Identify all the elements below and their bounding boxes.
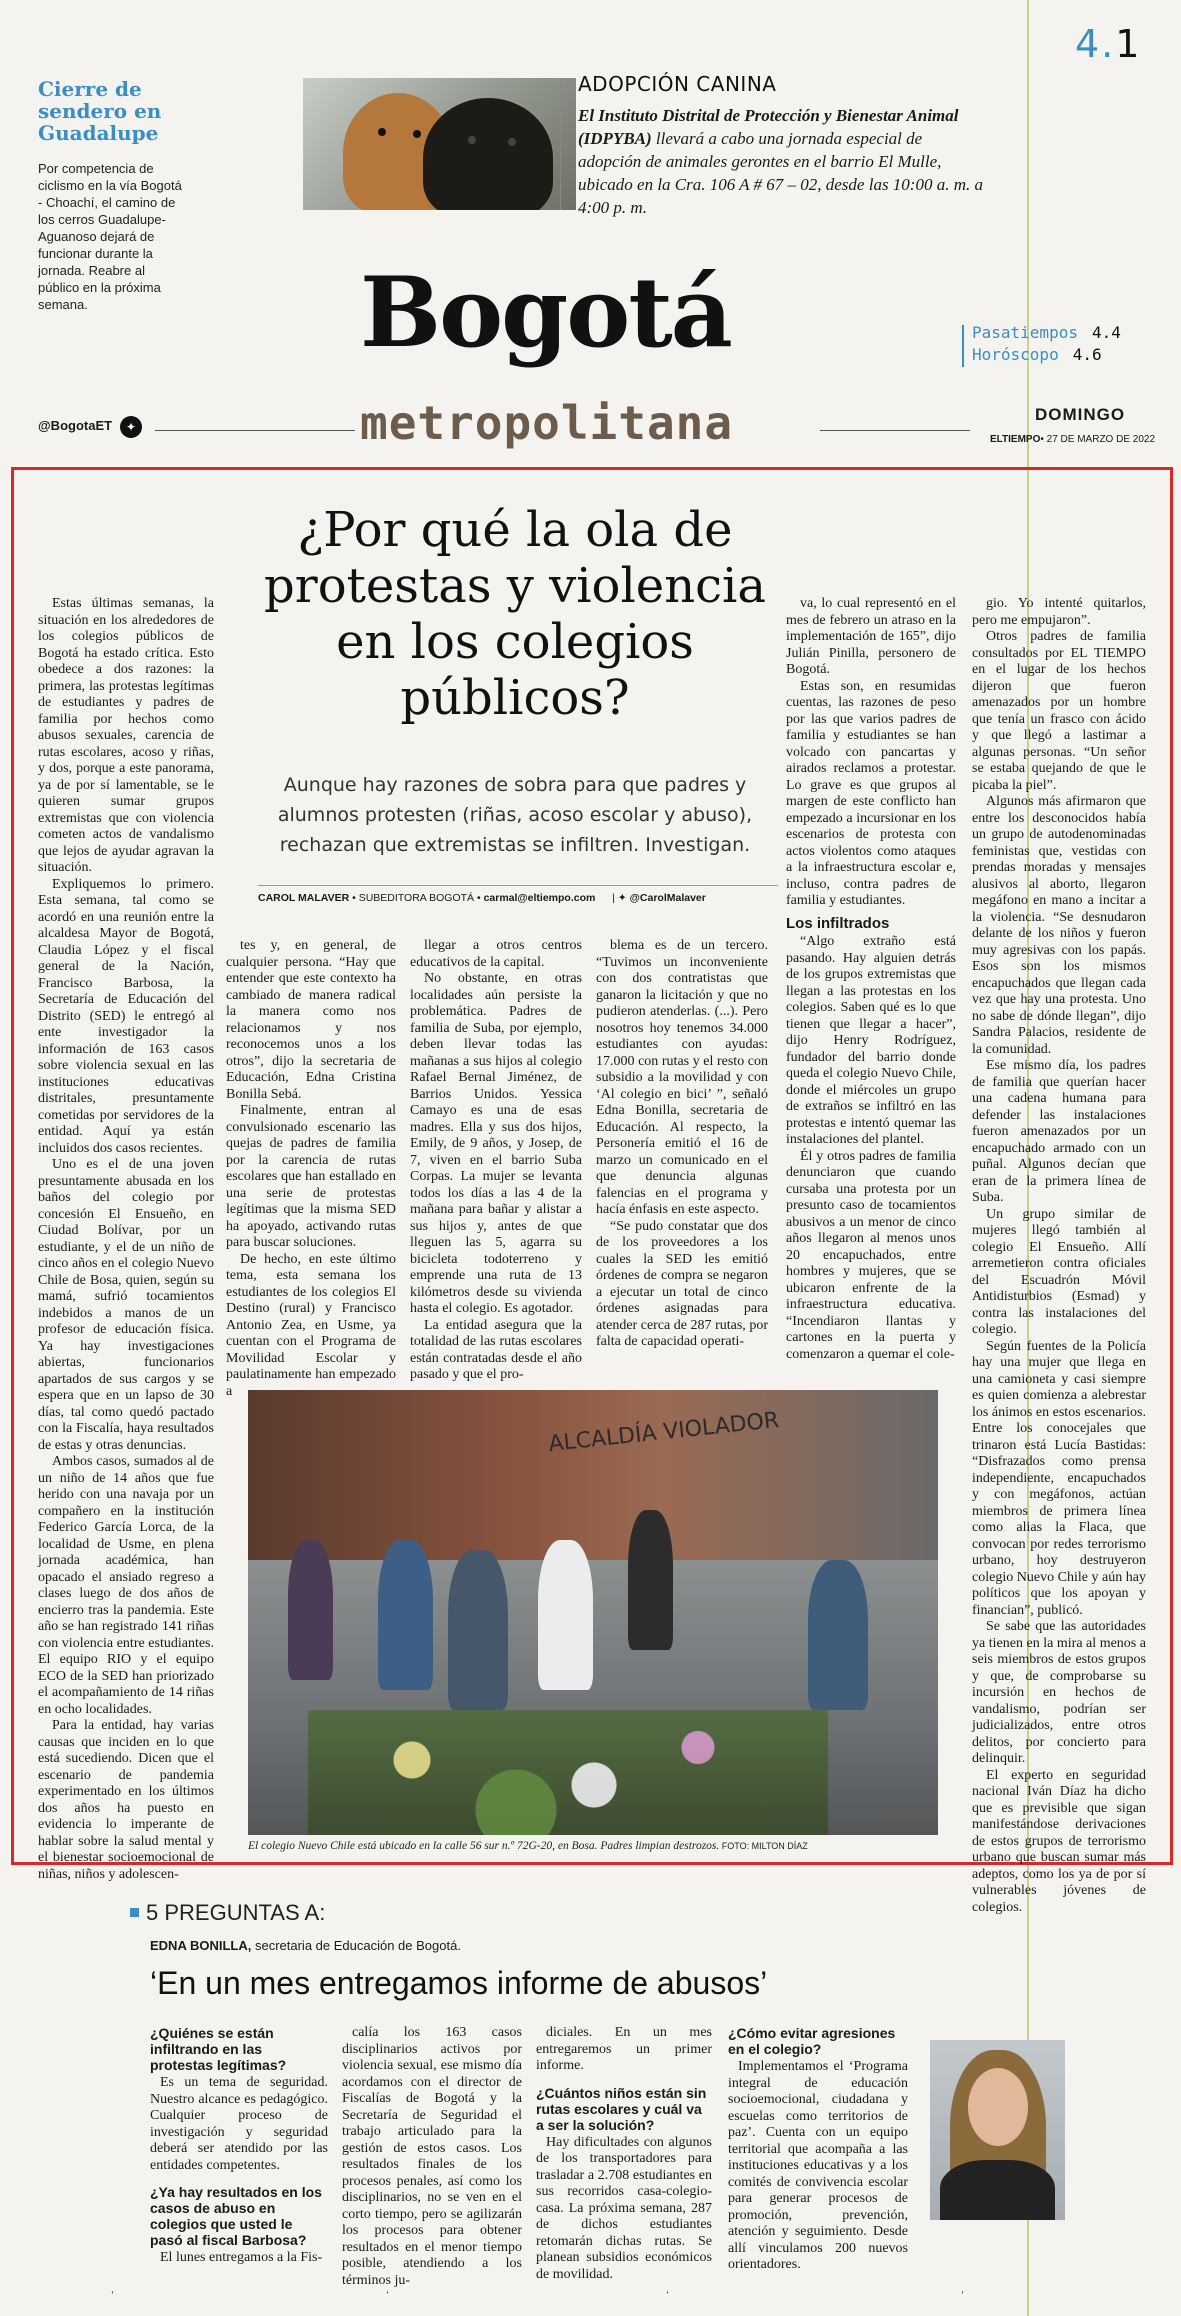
interview-name: EDNA BONILLA, secretaria de Educación de Bogotá.: [150, 1938, 461, 1953]
index-bar: [962, 325, 964, 367]
crop-mark: ˈ: [960, 2290, 965, 2305]
dogs-photo: [303, 78, 576, 210]
twitter-handle[interactable]: @BogotaET: [38, 418, 113, 433]
divider: [560, 78, 561, 210]
article-column-2: tes y, en general, de cualquier persona. “Hay que entender que este contexto ha cambiado de manera radical la manera como nos relacionamos y nos reconocemos unos a los otros”, dijo la secretaria de Educación, Edna Cristina Bonilla Sebá. Finalmente, entran al convulsionado escenario las quejas de padres de familia por la carencia de rutas escolares que han estallado en una serie de protestas legítimas que la misma SED ha apoyado, activando rutas para buscar soluciones. De hecho, en este último tema, esta semana los estudiantes de los colegios El Destino (rural) y Francisco Antonio Zea, en Usme, ya cuentan con el Programa de Movilidad Escolar y paulatinamente han empezado a: [226, 938, 396, 1399]
crop-mark: ˈ: [665, 2290, 670, 2305]
sidebar-text: Por competencia de ciclismo en la vía Bogotá - Choachí, el camino de los cerros Guadalupe-Aguanoso dejará de funcionar durante la jornada. Reabre al público en la próxima semana.: [38, 161, 182, 312]
weekday: DOMINGO: [1035, 405, 1126, 424]
interview-column-1: ¿Quiénes se están infiltrando en las protestas legítimas? Es un tema de seguridad. Nuestro alcance es pedagógico. Cualquier proceso de investigación y seguridad deberá ser atendido por las entidades competentes. ¿Ya hay resultados en los casos de abuso en colegios que usted le pasó al fiscal Barbosa? El lunes entregamos a la Fis-: [150, 2025, 328, 2265]
adoption-text: El Instituto Distrital de Protección y Bienestar Animal (IDPYBA) llevará a cabo una jornada especial de adopción de animales gerontes en el barrio El Mulle, ubicado en la Cra. 106 A # 67 – 02, desde las 10:00 a. m. a 4:00 p. m.: [578, 106, 983, 217]
crop-mark: ˈ: [385, 2290, 390, 2305]
index-item-horoscopo[interactable]: Horóscopo 4.6: [972, 345, 1102, 364]
masthead-title: Bogotá: [360, 256, 731, 369]
crop-mark: ˈ: [110, 2290, 115, 2305]
sidebar-title: Cierre de sendero en Guadalupe: [38, 77, 162, 145]
dateline: ELTIEMPO• 27 DE MARZO DE 2022: [990, 434, 1156, 445]
twitter-icon: ✦: [120, 416, 142, 438]
adoption-title: ADOPCIÓN CANINA: [578, 72, 777, 96]
interview-headline: ‘En un mes entregamos informe de abusos’: [150, 1965, 768, 2001]
subhead-infiltrados: Los infiltrados: [786, 914, 890, 932]
byline: CAROL MALAVER • SUBEDITORA BOGOTÁ • carmal@eltiempo.com | ✦ @CarolMalaver: [258, 885, 778, 904]
index-item-pasatiempos[interactable]: Pasatiempos 4.4: [972, 323, 1121, 342]
interview-column-3: diciales. En un mes entregaremos un primer informe. ¿Cuántos niños están sin rutas escolares y cuál va a ser la solución? Hay dificultades con algunos de los transportadores para trasladar a 2.708 estudiantes en sus recorridos casa-colegio-casa. La próxima semana, 287 de dichos estudiantes retomarán dichas rutas. Se planean subsidios económicos de movilidad.: [536, 2025, 712, 2282]
article-column-5: va, lo cual representó en el mes de febrero un atraso en la implementación de 165”, dijo Julián Pinilla, personero de Bogotá. Estas son, en resumidas cuentas, las razones de peso por las que varios padres de familia y estudiantes se han volcado con pancartas y airados reclamos a protestar. Lo grave es que grupos al margen de este conflicto han empezado a incursionar en los escenarios de protesta con actos violentos como ataques a la infraestructura escolar e, incluso, contra padres de familia y estudiantes. Los infiltrados “Algo extraño está pasando. Hay alguien detrás de los grupos extremistas que llegan a las protestas en los colegios. Saben qué es lo que tienen que llegar a hacer”, dijo Henry Rodríguez, fundador del barrio donde queda el colegio Nuevo Chile, donde el miércoles un grupo de extraños se infiltró en las protestas e intentó quemar las instalaciones del plantel. Él y otros padres de familia denunciaron que cuando cursaba una protesta por un presunto caso de tocamientos abusivos a un menor de cinco años llegaron al menos unos 20 encapuchados, entre hombres y mujeres, que se ubicaron enfrente de la infraestructura educativa. “Incendiaron llantas y cartones en la puerta y comenzaron a quemar el cole-: [786, 596, 956, 1362]
article-headline: ¿Por qué la ola de protestas y violencia en los colegios públicos?: [264, 502, 766, 726]
article-column-4: blema es de un tercero. “Tuvimos un inconveniente con dos contratistas que ganaron la licitación y que no pudieron atenderlas. (...). Pero nosotros hoy tenemos 34.000 estudiantes con ayudas: 17.000 con rutas y el resto con subsidio a la movilidad y con ‘Al colegio en bici’ ”, señaló Edna Bonilla, secretaria de Educación. Al respecto, la Personería emitió el 16 de marzo un comunicado en el que denuncia algunas falencias en el programa y hacía énfasis en este aspecto. “Se pudo constatar que dos de los proveedores a los cuales la SED les emitió órdenes de compra se negaron a ejecutar un total de cinco órdenes asignadas para atender cerca de 287 rutas, por falta de capacidad operati-: [596, 938, 768, 1349]
article-deck: Aunque hay razones de sobra para que padres y alumnos protesten (riñas, acoso escolar y abuso), rechazan que extremistas se infiltren. Investigan.: [277, 774, 753, 856]
twitter-icon: ✦: [617, 892, 627, 904]
article-column-6: gio. Yo intenté quitarlos, pero me empujaron”. Otros padres de familia consultados por EL TIEMPO en el lugar de los hechos dijeron que fueron amenazados por un hombre que tenía un frasco con ácido y que llegó a lastimar a algunas personas. “Un señor se estaba quejando de que le picaba la piel”. Algunos más afirmaron que entre los desconocidos había un grupo de autodenominadas feministas que, vestidas con prendas moradas y mensajes alusivos al aborto, llegaron megáfono en mano a incitar a la violencia. “Se desnudaron delante de los niños y fueron muy agresivas con los papás. Esos son los mismos encapuchados que llegan cada vez que hay una protesta. Uno no sabe de dónde llegan”, dijo Sandra Palacios, residente de la comunidad. Ese mismo día, los padres de familia que querían hacer una cadena humana para defender las instalaciones fueron amenazados por un encapuchado armado con un puñal. Algunos decían que eran de la primera línea de Suba. Un grupo similar de mujeres llegó también al colegio El Ensueño. Allí arremetieron contra oficiales del Escuadrón Móvil Antidisturbios (Esmad) y contra las instalaciones del colegio. Según fuentes de la Policía hay una mujer que llega en una camioneta y casi siempre es quien comienza a alebrestar los ánimos en estos escenarios. Entre los conocejales que trinaron está Lucía Bastidas: “Disfrazados como prensa independiente, encapuchados y con megáfonos, actúan miembros de primera línea como alias la Flaca, que convocan por redes terrorismo urbano, hoy destruyeron colegio Nuevo Chile y aún hay políticos que los apoyan y financian”, publicó. Se sabe que las autoridades ya tienen en la mira al menos a seis miembros de estos grupos y que, de comprobarse su incursión en hechos de vandalismo, podrían ser judicializados, entre otros delitos, por concierto para delinquir. El experto en seguridad nacional Iván Díaz ha dicho que es previsible que sigan manifestándose derivaciones de estos grupos de terrorismo urbano que buscan sumar más adeptos, como los ya de por sí vulnerables jóvenes de colegios.: [972, 596, 1146, 1915]
kicker-square: [130, 1908, 139, 1917]
protest-photo: [248, 1390, 938, 1835]
article-column-1: Estas últimas semanas, la situación en los alrededores de los colegios públicos de Bogotá ha estado crítica. Esto obedece a dos razones: la primera, las protestas legítimas de estudiantes y padres de familia por hechos como abusos sexuales, carencia de rutas escolares, acoso y riñas, y dos, porque a este panorama, ya de por sí lamentable, se le quieren sumar grupos extremistas que con violencia cometen actos de vandalismo que lejos de ayudar agravan la situación. Expliquemos lo primero. Esta semana, tal como se acordó en una reunión entre la alcaldesa Mayor de Bogotá, Claudia López y el fiscal general de la Nación, Francisco Barbosa, la Secretaría de Educación del Distrito (SED) le entregó al ente investigador la información de 163 casos sobre violencia sexual en las instituciones educativas distritales, presuntamente cometidas por servidores de la entidad. Aquí ya están incluidos dos casos recientes. Uno es el de una joven presuntamente abusada en los baños del colegio por concesión El Ensueño, en Ciudad Bolívar, por un estudiante, y el de un niño de cinco años en el colegio Nuevo Chile de Bosa, quien, según su mamá, sufrió tocamientos indebidos a manos de un profesor de educación física. Ya hay investigaciones abiertas, funcionarios apartados de sus cargos y se espera que en un lapso de 30 días, tal como quedó pactado con la Fiscalía, haya resultados de estas y otras denuncias. Ambos casos, sumados al de un niño de 14 años que fue herido con una navaja por un compañero en la institución Federico García Lorca, de la localidad de Usme, en plena jornada académica, han opacado el ansiado regreso a clases luego de dos años de encierro tras la pandemia. Este año se han registrado 141 riñas con violencia entre estudiantes. El equipo RIO y el equipo ECO de la SED han priorizado el acompañamiento de 14 riñas en ocho localidades. Para la entidad, hay varias causas que inciden en lo que está sucediendo. Dicen que el escenario de pandemia experimentado en los últimos dos años ha puesto en evidencia lo imperante de hablar sobre la salud mental y el bienestar socioemocional de niñas, niños y adolescen-: [38, 596, 214, 1882]
interview-kicker: 5 PREGUNTAS A:: [146, 1900, 326, 1925]
photo-graffiti: ALCALDÍA VIOLADOR: [547, 1407, 781, 1458]
masthead-rule-right: [820, 430, 970, 431]
article-column-3: llegar a otros centros educativos de la capital. No obstante, en otras localidades aún persiste la problemática. Padres de familia de Suba, por ejemplo, deben llevar todas las mañanas a sus hijos al colegio Rafael Bernal Jiménez, de Barrios Unidos. Yessica Camayo es una de esas madres. Ella y sus dos hijos, Emily, de 9 años, y Josep, de 7, viven en el barrio Suba Corpas. La mujer se levanta todos los días a las 4 de la mañana para bañar y alistar a sus hijos y, antes de que lleguen las 5, agarra su bicicleta todoterreno y emprende una ruta de 13 kilómetros desde su vivienda hasta el colegio. Es agotador. La entidad asegura que la totalidad de las rutas escolares están contratadas desde el año pasado y que el pro-: [410, 938, 582, 1382]
interview-column-4: ¿Cómo evitar agresiones en el colegio? Implementamos el ‘Programa integral de educación socioemocional, ciudadana y escuelas como territorios de paz’. Cuenta con un equipo territorial que acompaña a las instituciones educativas y a los comités de convivencia escolar para generar procesos de promoción, prevención, atención y seguimiento. Desde allí vinculamos 200 nuevos orientadores.: [728, 2025, 908, 2272]
masthead-subtitle: metropolitana: [360, 396, 734, 450]
section-index: [972, 322, 1121, 366]
photo-caption: El colegio Nuevo Chile está ubicado en la calle 56 sur n.º 72G-20, en Bosa. Padres limpian destrozos. FOTO: MILTON DÍAZ: [248, 1840, 808, 1852]
edna-bonilla-portrait: [930, 2040, 1065, 2220]
masthead-rule-left: [155, 430, 355, 431]
page-number: 4.1: [1075, 22, 1142, 66]
interview-column-2: calía los 163 casos disciplinarios activos por violencia sexual, ese mismo día acordamos con el director de Fiscalías de Bogotá y la Secretaría de Seguridad el trabajo articulado para la gestión de estos casos. Los resultados finales de los procesos penales, así como los disciplinarios, no se ven en el corto tiempo, pero se agilizarán los procesos para obtener resultados en el menor tiempo posible, atendiendo a los términos ju-: [342, 2025, 522, 2288]
